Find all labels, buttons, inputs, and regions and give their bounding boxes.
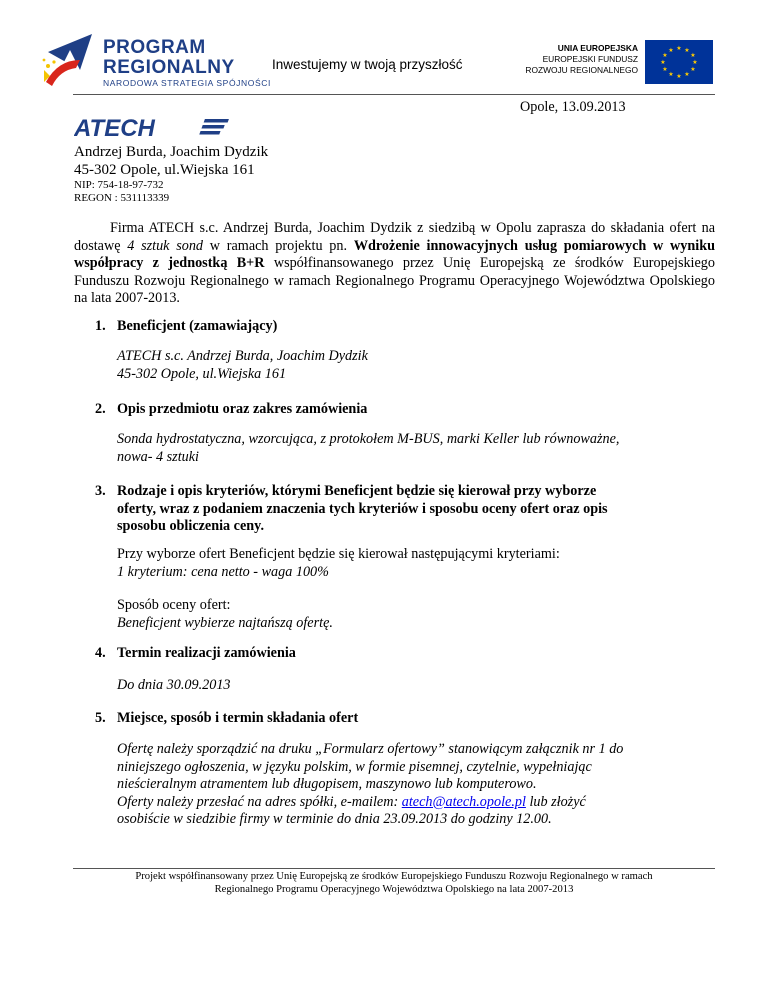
eu-text-block — [478, 43, 638, 76]
section-title: Miejsce, sposób i termin składania ofert — [117, 710, 359, 726]
intro-text-2: w ramach projektu pn. — [203, 237, 354, 254]
section-line: Ofertę należy sporządzić na druku „Formularz ofertowy” stanowiącym załącznik nr 1 do — [117, 741, 624, 757]
section-3-body — [117, 546, 715, 581]
intro-text-3: współfinansowanego przez Unię Europejską ze środków Europejskiego Funduszu Rozwoju Regionalnego w ramach Regionalnego Programu Operacyjnego Województwa Opolskiego na lata 2007-2013. — [74, 255, 715, 306]
footer-line2: Regionalnego Programu Operacyjnego Województwa Opolskiego na lata 2007-2013 — [214, 883, 574, 895]
company-address — [74, 143, 268, 179]
svg-text:★: ★ — [668, 71, 674, 78]
section-number: 3. — [95, 483, 106, 499]
company-ids — [74, 179, 169, 204]
section-title-line1: Rodzaje i opis kryteriów, którymi Beneficjent będzie się kierował przy wyborze — [117, 483, 597, 499]
intro-italic: 4 sztuk sond — [127, 237, 204, 254]
svg-text:★: ★ — [692, 59, 698, 66]
header-slogan: Inwestujemy w twoją przyszłość — [272, 57, 463, 72]
section-3-body-b — [117, 597, 715, 632]
section-2-body — [117, 431, 715, 466]
atech-logo-text: ATECH — [74, 116, 155, 140]
section-4-heading — [95, 645, 296, 663]
section-title: Beneficjent (zamawiający) — [117, 318, 278, 334]
section-number: 4. — [95, 645, 106, 661]
footer-line1: Projekt współfinansowany przez Unię Europejską ze środków Europejskiego Funduszu Rozwoju Regionalnego w ramach — [135, 871, 653, 882]
section-title: Termin realizacji zamówienia — [117, 645, 296, 661]
section-line: 1 kryterium: cena netto - waga 100% — [117, 563, 329, 580]
company-names: Andrzej Burda, Joachim Dydzik — [74, 144, 269, 160]
section-number: 5. — [95, 710, 106, 726]
svg-text:★: ★ — [662, 66, 668, 73]
section-title-line3: sposobu obliczenia ceny. — [117, 518, 265, 534]
intro-text-1: Firma ATECH s.c. Andrzej Burda, Joachim Dydzik z siedzibą w Opolu zaprasza do składania ofert na dostawę — [74, 220, 715, 254]
section-line: osobiście w siedzibie firmy w terminie do dnia 23.09.2013 do godziny 12.00. — [117, 811, 552, 827]
section-3-heading — [95, 483, 608, 536]
program-title — [103, 38, 235, 78]
svg-text:★: ★ — [676, 73, 682, 80]
svg-text:★: ★ — [684, 71, 690, 78]
section-title-line2: oferty, wraz z podaniem znaczenia tych kryteriów i sposobu oceny ofert oraz opis — [117, 500, 608, 517]
email-link[interactable]: atech@atech.opole.pl — [401, 793, 526, 810]
section-line: ATECH s.c. Andrzej Burda, Joachim Dydzik — [117, 348, 368, 364]
section-line: 45-302 Opole, ul.Wiejska 161 — [117, 365, 287, 382]
section-4-body — [117, 677, 715, 695]
svg-text:★: ★ — [690, 52, 696, 59]
section-5-body — [117, 741, 715, 829]
eu-text-line3: ROZWOJU REGIONALNEGO — [525, 65, 638, 75]
svg-text:★: ★ — [668, 47, 674, 54]
section-line: Przy wyborze ofert Beneficjent będzie się kierował następującymi kryteriami: — [117, 546, 560, 562]
section-5-heading — [95, 710, 358, 728]
section-line: Do dnia 30.09.2013 — [117, 677, 231, 693]
section-line — [117, 794, 715, 812]
document-date: Opole, 13.09.2013 — [520, 99, 626, 115]
section-line: Sonda hydrostatyczna, wzorcująca, z protokołem M-BUS, marki Keller lub równoważne, — [117, 431, 620, 447]
intro-bold: Wdrożenie innowacyjnych usług pomiarowych w wyniku współpracy z jednostką B+R — [74, 237, 715, 271]
section-2-heading — [95, 401, 367, 419]
svg-text:★: ★ — [660, 59, 666, 66]
section-number: 1. — [95, 318, 106, 334]
svg-text:★: ★ — [676, 45, 682, 52]
eu-text-line1: UNIA EUROPEJSKA — [557, 43, 638, 53]
section-text: Oferty należy przesłać na adres spółki, e-mailem: — [117, 793, 402, 810]
company-nip: NIP: 754-18-97-732 — [74, 179, 164, 191]
svg-text:★: ★ — [684, 47, 690, 54]
program-subtitle: NARODOWA STRATEGIA SPÓJNOŚCI — [103, 78, 271, 88]
page-footer — [73, 871, 715, 896]
atech-logo-icon — [74, 116, 234, 140]
section-line: nieścieralnym atramentem lub długopisem, maszynowo lub komputerowo. — [117, 776, 537, 792]
section-1-heading — [95, 318, 277, 336]
svg-text:★: ★ — [662, 52, 668, 59]
section-title: Opis przedmiotu oraz zakres zamówienia — [117, 401, 368, 417]
section-1-body — [117, 348, 715, 383]
section-text: lub złożyć — [525, 793, 586, 810]
section-number: 2. — [95, 401, 106, 417]
program-regionalny-logo-icon — [40, 30, 100, 90]
svg-text:★: ★ — [690, 66, 696, 73]
company-regon: REGON : 531113339 — [74, 191, 170, 204]
program-title-line1: PROGRAM — [103, 37, 206, 58]
eu-text-line2: EUROPEJSKI FUNDUSZ — [542, 54, 638, 64]
section-line: Beneficjent wybierze najtańszą ofertę. — [117, 614, 333, 631]
eu-flag-icon — [645, 40, 713, 84]
program-title-line2: REGIONALNY — [103, 57, 235, 78]
section-line: niniejszego ogłoszenia, w języku polskim, w formie pisemnej, czytelnie, wypełniając — [117, 758, 592, 775]
company-street: 45-302 Opole, ul.Wiejska 161 — [74, 162, 255, 178]
footer-divider — [73, 868, 715, 869]
section-line: nowa- 4 sztuki — [117, 448, 199, 465]
header-divider — [73, 94, 715, 95]
intro-paragraph — [74, 220, 715, 308]
section-line: Sposób oceny ofert: — [117, 597, 231, 613]
